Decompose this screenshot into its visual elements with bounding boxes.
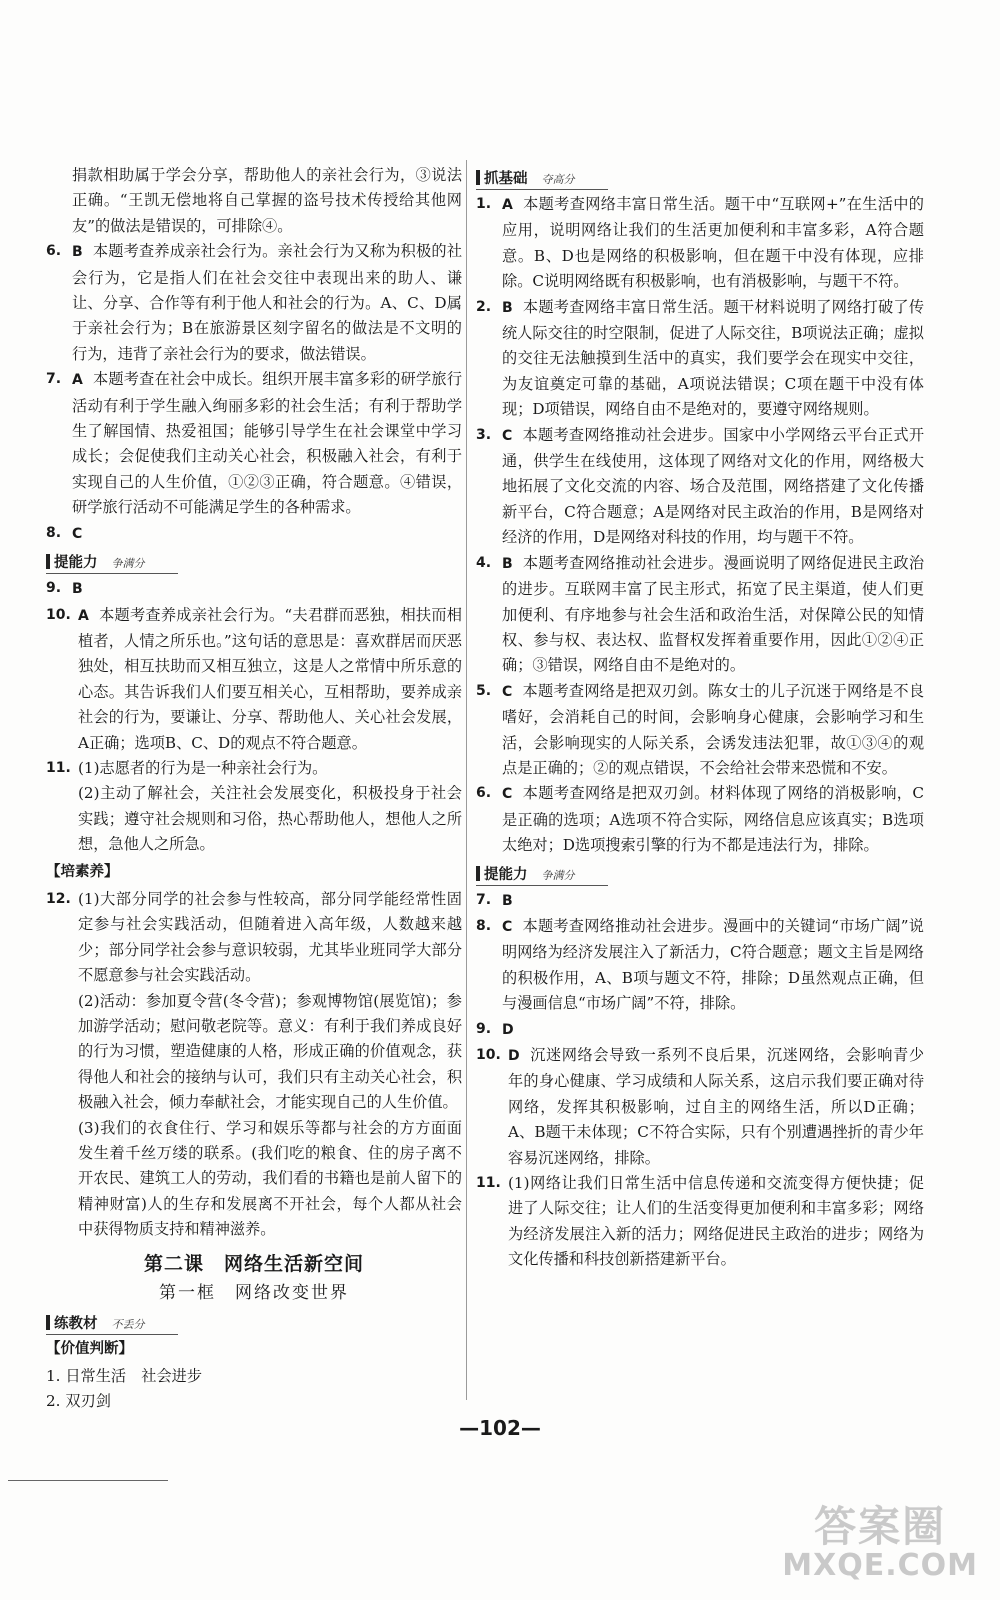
- answer-letter: B: [72, 581, 83, 598]
- item-number: 2.: [476, 298, 492, 315]
- bracket-heading-jiazhi: 【价值判断】: [46, 1340, 133, 1357]
- section-bar-icon: [476, 170, 480, 185]
- item-number: 7.: [46, 371, 62, 388]
- value-judgment-1: 1. 日常生活 社会进步: [46, 1367, 203, 1386]
- section-header-zhua: [476, 166, 924, 190]
- answer-item-r7: [476, 888, 924, 914]
- section-title: 提能力: [484, 866, 528, 883]
- answer-explanation: 本题考查网络是把双刃剑。材料体现了网络的消极影响，C是正确的选项；A选项不符合实际，网络信息应该真实；B选项太绝对；D选项搜索引擎的行为不都是违法行为，排除。: [502, 784, 924, 855]
- answer-letter: C: [502, 786, 513, 803]
- answer-part: (1)志愿者的行为是一种亲社会行为。: [78, 758, 328, 777]
- section-bar-icon: [476, 866, 480, 881]
- item-number: 6.: [476, 785, 492, 802]
- answer-item-r8: [476, 914, 924, 1017]
- section-underline: [46, 573, 178, 574]
- watermark-line-1: 答案圈: [814, 1502, 947, 1551]
- answer-explanation: 本题考查养成亲社会行为。“夫君群而恶独，相扶而相植者，人情之所乐也。”这句话的意思是：喜欢群居而厌恶独处，相互扶助而又相互独立，这是人之常情中所乐意的心态。其告诉我们人们要互相关心，互相帮助，要养成亲社会的行为，要谦让、分享、帮助他人、关心社会发展，A正确；选项B、C、D的观点不符合题意。: [78, 605, 462, 752]
- answer-item-11: [46, 756, 462, 781]
- item-number: 9.: [476, 1020, 492, 1037]
- answer-explanation: 本题考查网络推动社会进步。漫画中的关键词“市场广阔”说明网络为经济发展注入了新活力，C符合题意；题文主旨是网络的积极作用，A、B项与题文不符，排除；D虽然观点正确，但与漫画信息“市场广阔”不符，排除。: [502, 916, 924, 1013]
- answer-part-2: (2)主动了解社会，关注社会发展变化，积极投身于社会实践；遵守社会规则和习俗，热心帮助他人，想他人之所想，急他人之所急。: [78, 784, 462, 854]
- item-number: 5.: [476, 682, 492, 699]
- answer-letter: B: [72, 244, 83, 261]
- item-number: 1.: [476, 196, 492, 212]
- answer-item-7: [46, 367, 462, 520]
- answer-item-r5: [476, 679, 924, 782]
- answer-item-r4: [476, 551, 924, 679]
- answer-explanation: 沉迷网络会导致一系列不良后果，沉迷网络，会影响青少年的身心健康、学习成绩和人际关系，这启示我们要正确对待网络，发挥其积极影响，过自主的网络生活，所以D正确；A、B题干未体现；C不符合实际，只有个别遭遇挫折的青少年容易沉迷网络，排除。: [508, 1046, 924, 1167]
- section-tag: 争满分: [541, 868, 575, 882]
- item-number: 4.: [476, 554, 492, 571]
- answer-explanation: 本题考查网络推动社会进步。国家中小学网络云平台正式开通，供学生在线使用，这体现了网络对文化的作用，网络极大地拓展了文化交流的内容、场合及范围，网络搭建了文化传播新平台，C符合题意；A是网络对民主政治的作用，B是网络对经济的作用，D是网络对科技的作用，均与题干不符。: [502, 425, 924, 547]
- lesson-title: 第二课 网络生活新空间: [143, 1252, 364, 1275]
- item-number: 10.: [46, 606, 71, 623]
- answer-item-r1: [476, 192, 924, 295]
- value-judgment-2: 2. 双刃剑: [46, 1392, 111, 1411]
- answer-letter: C: [502, 427, 513, 444]
- answer-part-3: (3)我们的衣食住行、学习和娱乐等都与社会的方方面面发生着千丝万缕的联系。(我们吃的粮食、住的房子离不开农民、建筑工人的劳动，我们看的书籍也是前人留下的精神财富)人的生存和发展离不开社会，每个人都从社会中获得物质支持和精神滋养。: [78, 1118, 462, 1239]
- answer-letter: C: [72, 525, 83, 542]
- bracket-heading-peisu: 【培素养】: [46, 863, 119, 880]
- answer-explanation: 本题考查网络丰富日常生活。题干中“互联网+”在生活中的应用，说明网络让我们的生活更加便利和丰富多彩，A符合题意。B、D也是网络的积极影响，但在题干中没有体现，应排除。C说明网络既有积极影响，也有消极影响，与题干不符。: [502, 195, 924, 291]
- answer-explanation: 本题考查养成亲社会行为。亲社会行为又称为积极的社会行为，它是指人们在社会交往中表现出来的助人、谦让、分享、合作等有利于他人和社会的行为。A、C、D属于亲社会行为；B在旅游景区刻字留名的做法是不文明的行为，违背了亲社会行为的要求，做法错误。: [72, 242, 462, 363]
- column-divider: [466, 160, 467, 1400]
- item-number: 10.: [476, 1047, 501, 1063]
- answer-part-2: (2)活动：参加夏令营(冬令营)；参观博物馆(展览馆)；参加游学活动；慰问敬老院等。意义：有利于我们养成良好的行为习惯，塑造健康的人格，形成正确的价值观念，获得他人和社会的接纳与认可，我们只有主动关心社会，积极融入社会，倾力奉献社会，才能实现自己的人生价值。: [78, 991, 462, 1112]
- section-underline: [476, 885, 608, 886]
- answer-item-6: [46, 239, 462, 367]
- answer-item-10: [46, 603, 462, 756]
- item-number: 3.: [476, 426, 492, 443]
- section-tag: 争满分: [111, 557, 145, 571]
- section-tag: 不丢分: [111, 1317, 145, 1331]
- section-underline: [46, 1334, 178, 1335]
- intro-paragraph: 捐款相助属于学会分享，帮助他人的亲社会行为，③说法正确。“王凯无偿地将自己掌握的盗号技术传授给其他网友”的做法是错误的，可排除④。: [72, 166, 462, 235]
- answer-item-9: [46, 576, 462, 602]
- answer-letter: B: [502, 892, 513, 909]
- page-number: —102—: [459, 1416, 541, 1440]
- section-header-tineng: [46, 550, 462, 574]
- footer-rule: [8, 1480, 168, 1481]
- answer-letter: C: [502, 918, 513, 935]
- item-number: 8.: [476, 917, 492, 934]
- answer-letter: B: [502, 299, 513, 316]
- section-title: 练教材: [54, 1315, 98, 1332]
- answer-item-12: [46, 887, 462, 989]
- item-number: 11.: [476, 1175, 501, 1192]
- answer-item-r3: [476, 423, 924, 551]
- section-underline: [476, 189, 608, 190]
- answer-letter: C: [502, 683, 513, 700]
- section-header-lian: [46, 1311, 462, 1335]
- watermark-line-2: MXQE.COM: [782, 1548, 978, 1583]
- answer-explanation: (1)网络让我们日常生活中信息传递和交流变得方便快捷；促进了人际交往；让人们的生活变得更加便利和丰富多彩；网络为经济发展注入新的活力；网络促进民主政治的进步；网络为文化传播和科技创新搭建新平台。: [508, 1174, 924, 1269]
- answer-explanation: 本题考查网络推动社会进步。漫画说明了网络促进民主政治的进步。互联网丰富了民主形式，拓宽了民主渠道，使人们更加便利、有序地参与社会生活和政治生活，对保障公民的知情权、参与权、表达权、监督权发挥着重要作用，因此①②④正确；③错误，网络自由不是绝对的。: [502, 553, 924, 675]
- item-number: 11.: [46, 759, 71, 776]
- answer-letter: A: [72, 372, 83, 389]
- answer-letter: D: [508, 1048, 520, 1064]
- section-tag: 夺高分: [541, 173, 575, 186]
- answer-item-r2: [476, 295, 924, 423]
- answer-item-r6: [476, 781, 924, 858]
- answer-explanation: 本题考查网络丰富日常生活。题干材料说明了网络打破了传统人际交往的时空限制，促进了人际交往，B项说法正确；虚拟的交往无法触摸到生活中的真实，我们要学会在现实中交往，为友谊奠定可靠的基础，A项说法错误；C项在题干中没有体现；D项错误，网络自由不是绝对的，要遵守网络规则。: [502, 297, 924, 419]
- answer-item-8: [46, 521, 462, 547]
- right-column: [476, 163, 924, 1273]
- section-bar-icon: [46, 554, 50, 569]
- answer-letter: D: [502, 1021, 514, 1038]
- answer-item-r11: [476, 1171, 924, 1273]
- item-number: 6.: [46, 243, 62, 260]
- answer-item-r9: [476, 1017, 924, 1043]
- frame-title: 第一框 网络改变世界: [159, 1282, 349, 1303]
- answer-explanation: 本题考查网络是把双刃剑。陈女士的儿子沉迷于网络是不良嗜好，会消耗自己的时间，会影响身心健康，会影响学习和生活，会影响现实的人际关系，会诱发违法犯罪，故①③④的观点是正确的；②的观点错误，不会给社会带来恐慌和不安。: [502, 681, 924, 777]
- answer-letter: A: [78, 607, 89, 624]
- answer-letter: A: [502, 197, 513, 213]
- answer-part: (1)大部分同学的社会参与性较高，部分同学能经常性固定参与社会实践活动，但随着进入高年级，人数越来越少；部分同学社会参与意识较弱，尤其毕业班同学大部分不愿意参与社会实践活动。: [78, 889, 462, 985]
- watermark-logo: [782, 1504, 978, 1582]
- item-number: 7.: [476, 891, 492, 908]
- section-title: 提能力: [54, 555, 98, 572]
- section-header-tineng-right: [476, 862, 924, 886]
- item-number: 8.: [46, 524, 62, 541]
- answer-letter: B: [502, 555, 513, 572]
- section-bar-icon: [46, 1315, 50, 1330]
- left-column: [46, 163, 462, 1415]
- answer-explanation: 本题考查在社会中成长。组织开展丰富多彩的研学旅行活动有利于学生融入绚丽多彩的社会生活；有利于帮助学生了解国情、热爱祖国；能够引导学生在社会课堂中学习成长；会促使我们主动关心社会，积极融入社会，有利于实现自己的人生价值，①②③正确，符合题意。④错误，研学旅行活动不可能满足学生的各种需求。: [72, 370, 462, 517]
- item-number: 12.: [46, 890, 71, 907]
- answer-item-r10: [476, 1043, 924, 1171]
- item-number: 9.: [46, 580, 62, 597]
- section-title: 抓基础: [484, 171, 528, 187]
